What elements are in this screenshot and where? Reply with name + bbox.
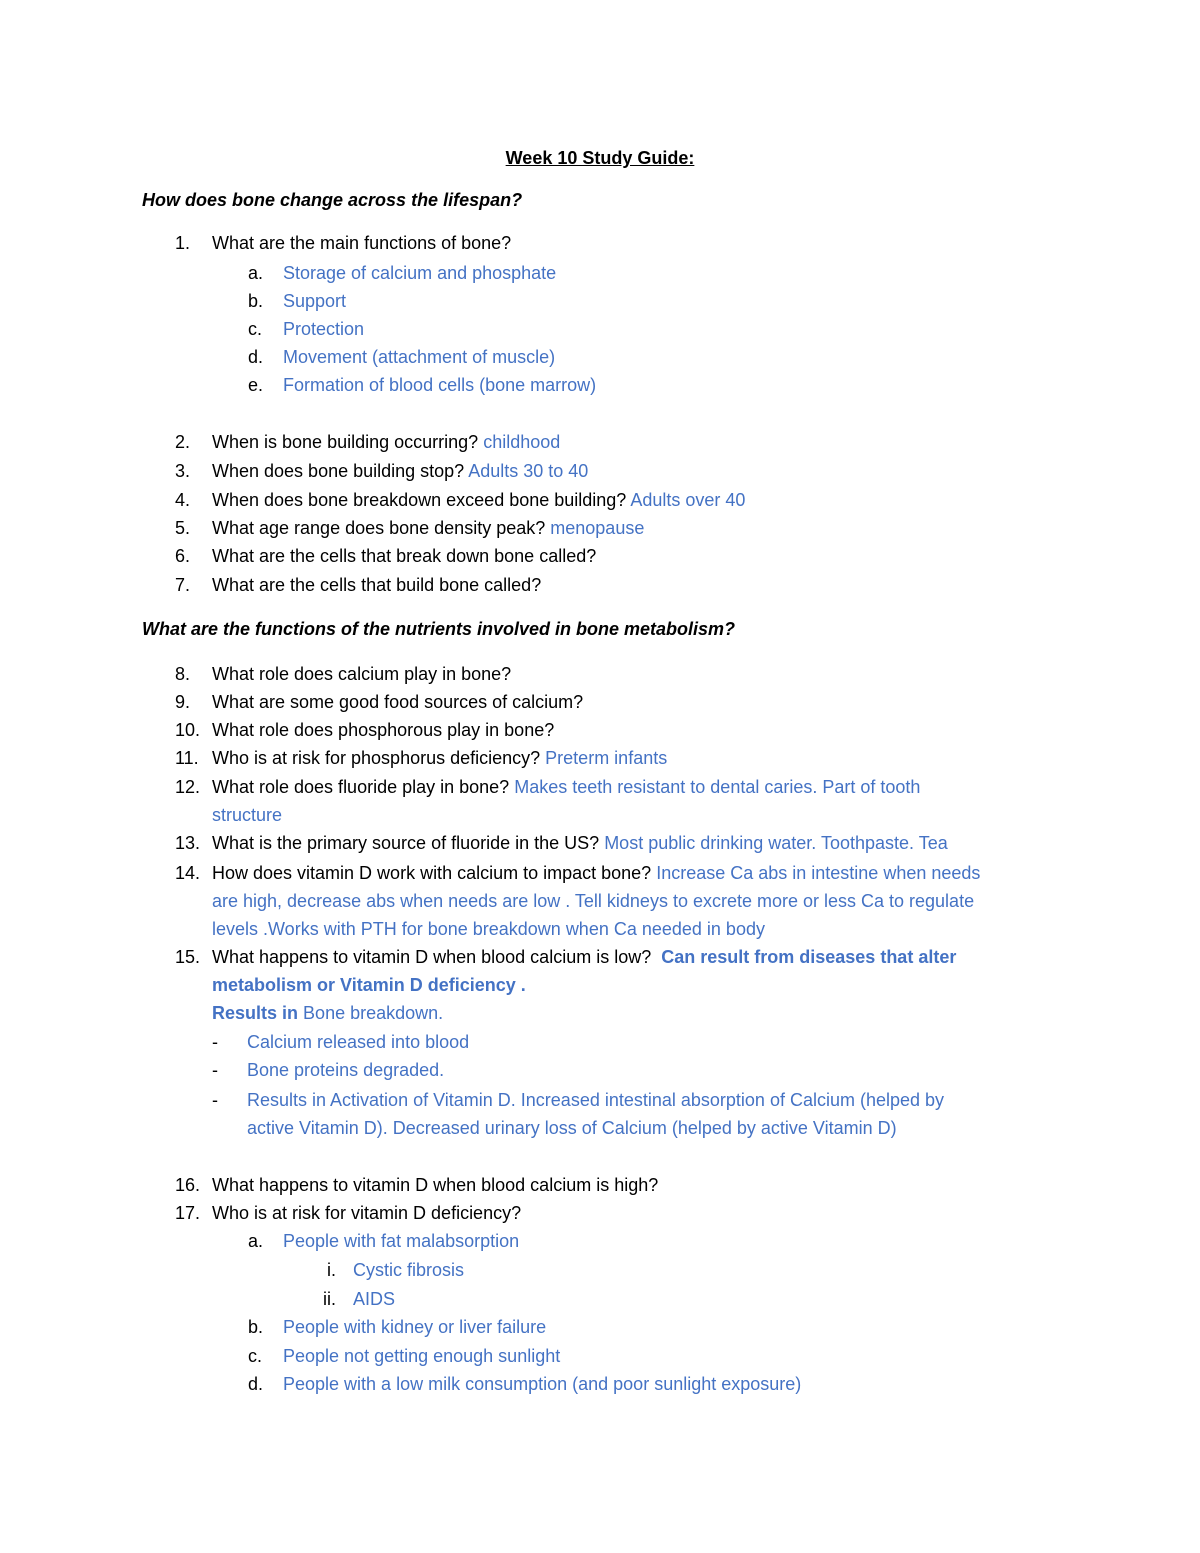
question-text: What happens to vitamin D when blood calcium is high? (212, 1175, 659, 1195)
question-text: How does vitamin D work with calcium to impact bone? (212, 863, 652, 883)
list-marker: b. (248, 291, 264, 311)
answer-text: active Vitamin D). Decreased urinary loss of Calcium (helped by active Vitamin D) (247, 1118, 897, 1138)
answer-text: metabolism or Vitamin D deficiency . (212, 975, 526, 995)
question-text: When does bone breakdown exceed bone building? (212, 490, 627, 510)
page-title: Week 10 Study Guide: (505, 148, 695, 168)
question-number: 15. (175, 947, 201, 967)
question-text: Who is at risk for vitamin D deficiency? (212, 1203, 522, 1223)
question-number: 14. (175, 863, 201, 883)
answer-text: Bone proteins degraded. (247, 1060, 445, 1080)
answer-text: Results in Activation of Vitamin D. Increased intestinal absorption of Calcium (helped by (247, 1090, 945, 1110)
question-number: 4. (175, 490, 191, 510)
dash-marker: - (212, 1032, 218, 1052)
list-marker: i. (327, 1260, 336, 1280)
answer-text: Movement (attachment of muscle) (283, 347, 556, 367)
answer-text: People with kidney or liver failure (283, 1317, 547, 1337)
answer-text: AIDS (353, 1289, 396, 1309)
list-marker: d. (248, 347, 264, 367)
list-marker: c. (248, 1346, 263, 1366)
list-marker: b. (248, 1317, 264, 1337)
answer-text: are high, decrease abs when needs are low . Tell kidneys to excrete more or less Ca to regulate (212, 891, 975, 911)
answer-text-bold: Results in (212, 1003, 299, 1023)
question-number: 13. (175, 833, 201, 853)
answer-text: Can result from diseases that alter (661, 947, 957, 967)
dash-marker: - (212, 1090, 218, 1110)
question-number: 12. (175, 777, 201, 797)
question-number: 1. (175, 233, 191, 253)
answer-text: structure (212, 805, 283, 825)
answer-text: Protection (283, 319, 365, 339)
list-marker: a. (248, 263, 264, 283)
list-marker: d. (248, 1374, 264, 1394)
question-number: 8. (175, 664, 191, 684)
answer-text: levels .Works with PTH for bone breakdown when Ca needed in body (212, 919, 765, 939)
question-text: What happens to vitamin D when blood calcium is low? (212, 947, 652, 967)
answer-text: Cystic fibrosis (353, 1260, 465, 1280)
list-marker: a. (248, 1231, 264, 1251)
question-text: When does bone building stop? (212, 461, 465, 481)
list-marker: e. (248, 375, 264, 395)
answer-text: People with a low milk consumption (and poor sunlight exposure) (283, 1374, 802, 1394)
answer-text: People with fat malabsorption (283, 1231, 520, 1251)
question-text: When is bone building occurring? (212, 432, 479, 452)
question-text: What role does phosphorous play in bone? (212, 720, 555, 740)
question-text: What are the main functions of bone? (212, 233, 512, 253)
question-number: 5. (175, 518, 191, 538)
answer-text: Adults 30 to 40 (468, 461, 589, 481)
question-number: 3. (175, 461, 191, 481)
question-number: 9. (175, 692, 191, 712)
question-text: What are the cells that build bone called? (212, 575, 542, 595)
answer-text: Increase Ca abs in intestine when needs (656, 863, 981, 883)
question-text: What is the primary source of fluoride in the US? (212, 833, 600, 853)
question-text: What are the cells that break down bone called? (212, 546, 597, 566)
question-number: 10. (175, 720, 201, 740)
list-marker: ii. (323, 1289, 336, 1309)
section-heading-lifespan: How does bone change across the lifespan? (142, 190, 523, 210)
question-number: 16. (175, 1175, 201, 1195)
dash-marker: - (212, 1060, 218, 1080)
answer-text: menopause (550, 518, 645, 538)
question-number: 7. (175, 575, 191, 595)
question-text: What role does fluoride play in bone? (212, 777, 510, 797)
question-text: What are some good food sources of calcium? (212, 692, 584, 712)
section-heading-nutrients: What are the functions of the nutrients involved in bone metabolism? (142, 619, 736, 639)
answer-text: childhood (483, 432, 561, 452)
question-number: 17. (175, 1203, 201, 1223)
answer-text: People not getting enough sunlight (283, 1346, 561, 1366)
answer-text: Adults over 40 (630, 490, 746, 510)
question-text: Who is at risk for phosphorus deficiency? (212, 748, 541, 768)
answer-text: Bone breakdown. (303, 1003, 444, 1023)
question-text: What age range does bone density peak? (212, 518, 546, 538)
answer-text: Most public drinking water. Toothpaste. Tea (604, 833, 948, 853)
answer-text: Support (283, 291, 347, 311)
question-text: What role does calcium play in bone? (212, 664, 512, 684)
answer-text: Makes teeth resistant to dental caries. Part of tooth (514, 777, 921, 797)
answer-text: Calcium released into blood (247, 1032, 470, 1052)
question-number: 2. (175, 432, 191, 452)
answer-text: Formation of blood cells (bone marrow) (283, 375, 597, 395)
question-number: 6. (175, 546, 191, 566)
answer-text: Storage of calcium and phosphate (283, 263, 557, 283)
answer-text: Preterm infants (545, 748, 668, 768)
question-number: 11. (175, 748, 199, 768)
list-marker: c. (248, 319, 263, 339)
